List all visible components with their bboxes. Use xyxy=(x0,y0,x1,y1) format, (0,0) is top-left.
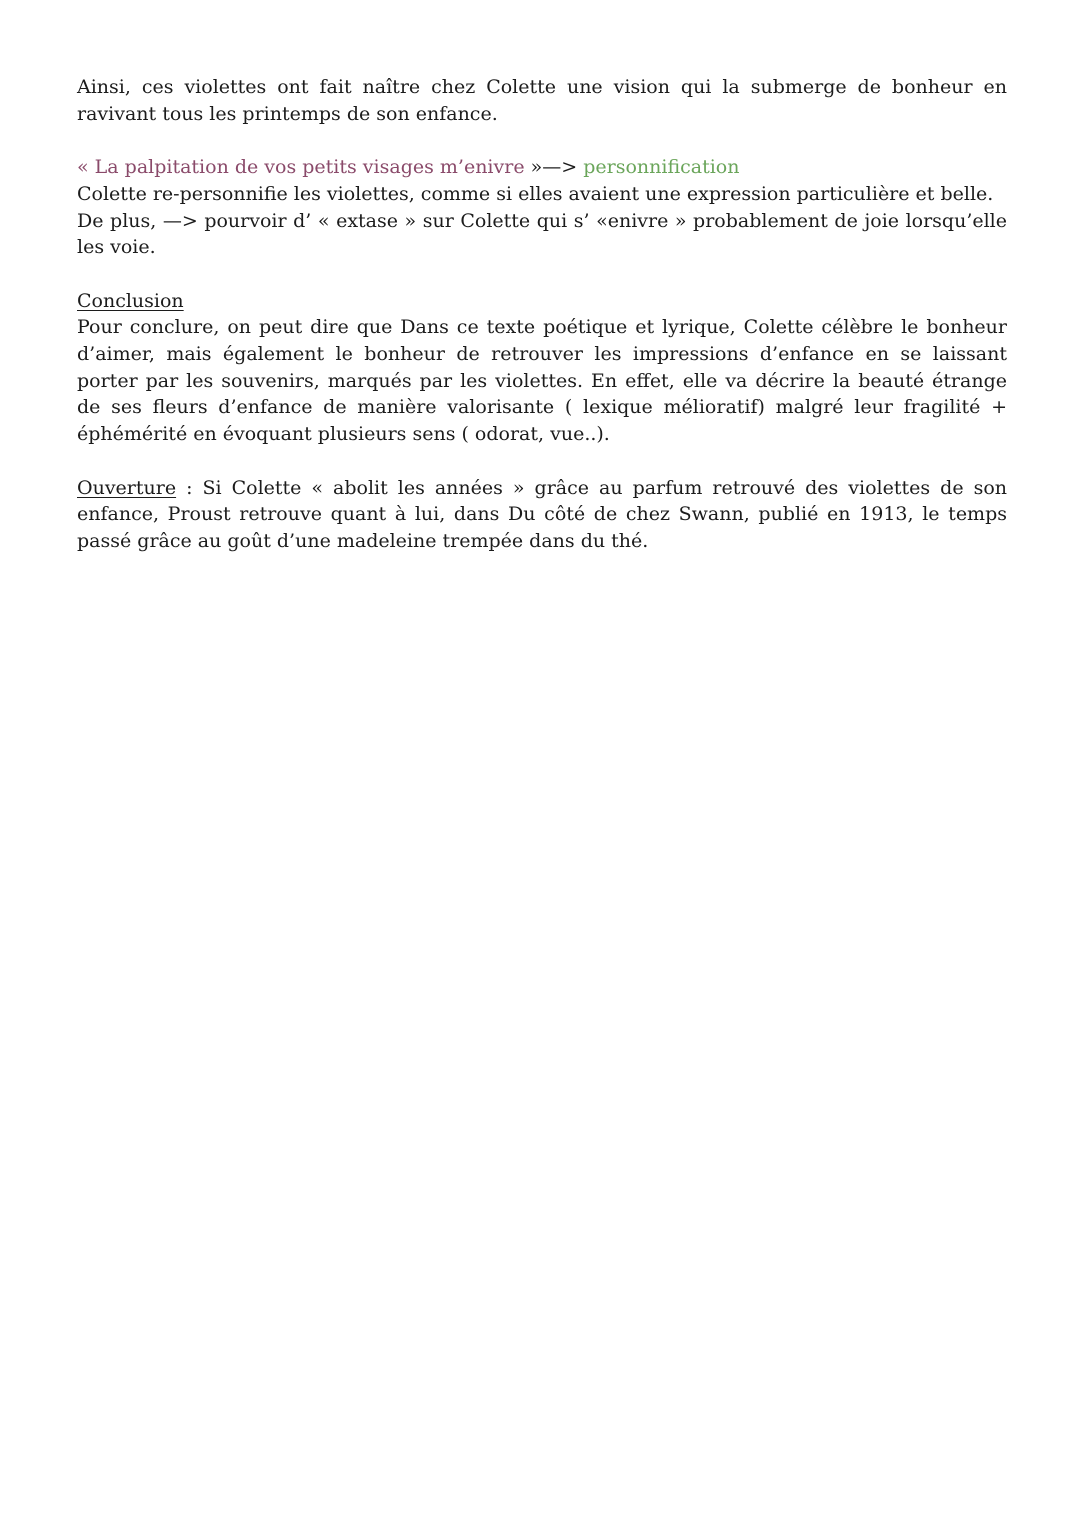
document-page xyxy=(77,74,1007,555)
intro-paragraph: Ainsi, ces violettes ont fait naître chez Colette une vision qui la submerge de bonheur en ravivant tous les printemps de son enfance. xyxy=(77,76,1007,125)
arrow-symbol: —> xyxy=(542,156,584,179)
analysis-continuation: De plus, —> pourvoir d’ « extase » sur Colette qui s’ «enivre » probablement de joie lorsqu’elle les voie. xyxy=(77,209,1007,259)
quoted-citation: La palpitation de vos petits visages m’enivre xyxy=(94,156,525,179)
figure-of-speech-label: personnification xyxy=(583,156,740,179)
quote-close-mark: » xyxy=(524,156,543,179)
spacer xyxy=(77,261,1007,288)
spacer xyxy=(77,127,1007,154)
ouverture-separator: : xyxy=(176,476,203,499)
spacer xyxy=(77,448,1007,475)
quote-open-mark: « xyxy=(77,156,95,179)
analysis-sentence: Colette re-personnifie les violettes, comme si elles avaient une expression particulière et belle. xyxy=(77,182,994,205)
ouverture-paragraph xyxy=(77,475,1007,555)
conclusion-paragraph: Pour conclure, on peut dire que Dans ce texte poétique et lyrique, Colette célèbre le bonheur d’aimer, mais également le bonheur de retrouver les impressions d’enfance en se laissant porter par les souvenirs, marqués par les violettes. En effet, elle va décrire la beauté étrange de ses fleurs d’enfance de manière valorisante ( lexique mélioratif) malgré leur fragilité + éphémérité en évoquant plusieurs sens ( odorat, vue..). xyxy=(77,316,1007,446)
quote-analysis-line xyxy=(77,154,1007,181)
conclusion-heading: Conclusion xyxy=(77,289,184,312)
ouverture-text: Si Colette « abolit les années » grâce au parfum retrouvé des violettes de son enfance, Proust retrouve quant à lui, dans Du côté de chez Swann, publié en 1913, le temps passé grâce au goût d’une madeleine trempée dans du thé. xyxy=(77,476,1007,552)
ouverture-heading: Ouverture xyxy=(77,476,177,499)
